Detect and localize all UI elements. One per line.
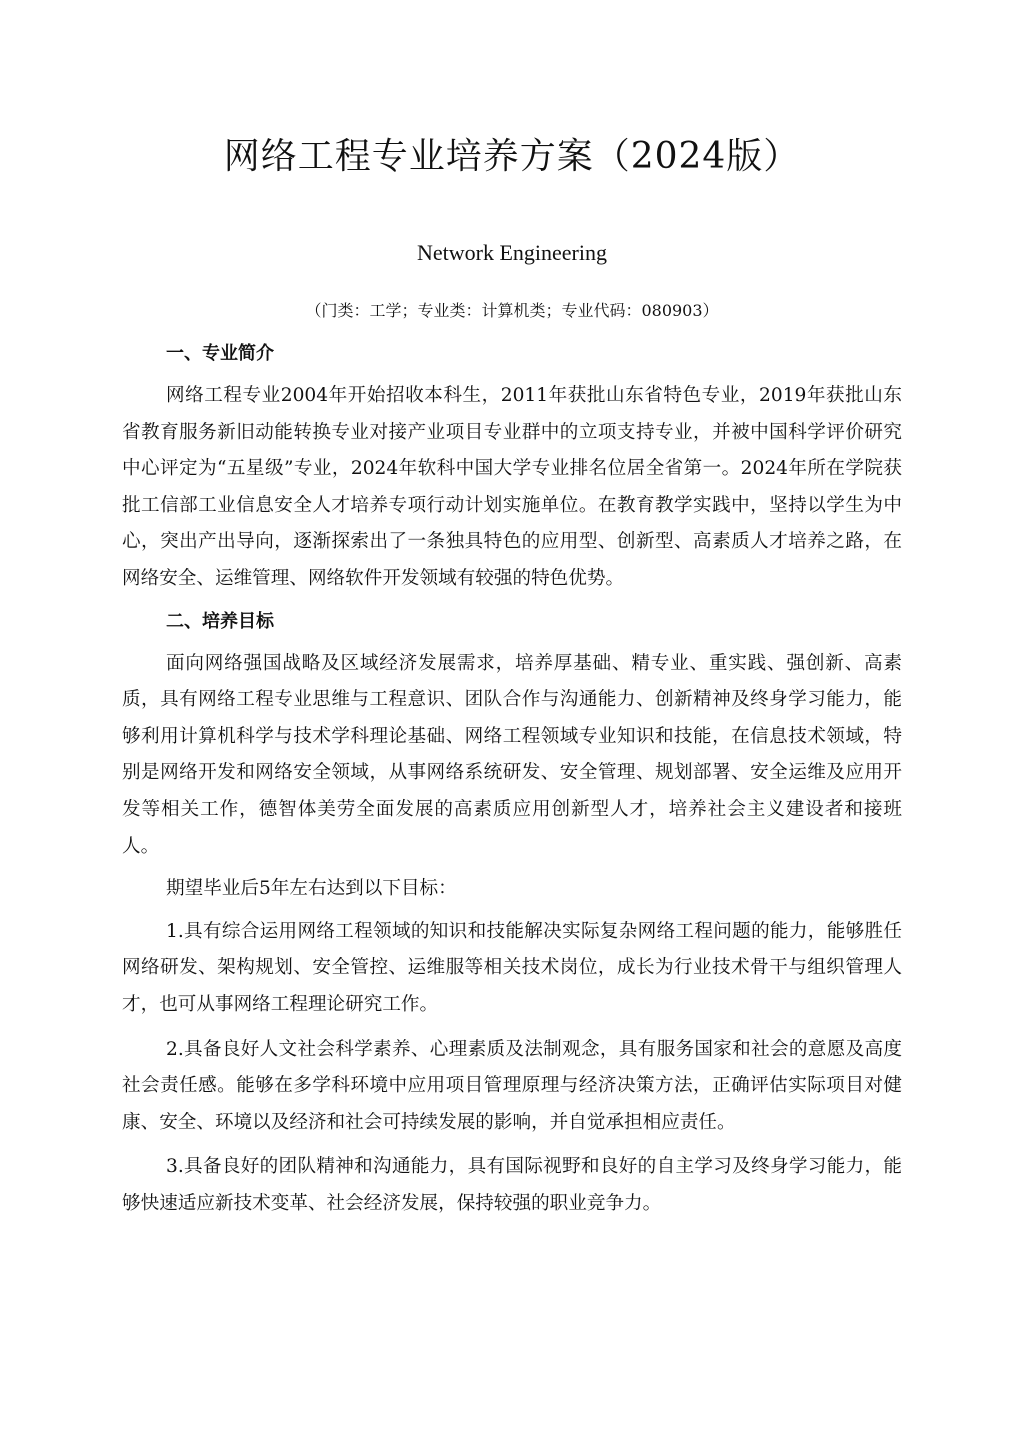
paragraph: 期望毕业后5年左右达到以下目标：	[166, 878, 457, 900]
objective-item-1: 1.具有综合运用网络工程领域的知识和技能解决实际复杂网络工程问题的能力，能够胜任网络研发、架构规划、安全管控、运维服等相关技术岗位，成长为行业技术骨干与组织管理人才，也可从事网络工程理论研究工作。	[122, 920, 902, 1015]
document-title: 网络工程专业培养方案（2024版）	[223, 136, 801, 177]
document-body	[122, 336, 902, 1222]
section-introduction	[122, 336, 902, 598]
paragraph: 面向网络强国战略及区域经济发展需求，培养厚基础、精专业、重实践、强创新、高素质，具有网络工程专业思维与工程意识、团队合作与沟通能力、创新精神及终身学习能力，能够利用计算机科学与技术学科理论基础、网络工程领域专业知识和技能，在信息技术领域，特别是网络开发和网络安全领域，从事网络系统研发、安全管理、规划部署、安全运维及应用开发等相关工作，德智体美劳全面发展的高素质应用创新型人才，培养社会主义建设者和接班人。	[122, 652, 902, 857]
objective-item-3: 3.具备良好的团队精神和沟通能力，具有国际视野和良好的自主学习及终身学习能力，能够快速适应新技术变革、社会经济发展，保持较强的职业竞争力。	[122, 1156, 902, 1214]
section-objectives	[122, 604, 902, 1223]
section-heading: 二、培养目标	[166, 610, 274, 632]
objective-item-2: 2.具备良好人文社会科学素养、心理素质及法制观念，具有服务国家和社会的意愿及高度社会责任感。能够在多学科环境中应用项目管理原理与经济决策方法，正确评估实际项目对健康、安全、环境以及经济和社会可持续发展的影响，并自觉承担相应责任。	[122, 1038, 902, 1133]
paragraph: 网络工程专业2004年开始招收本科生，2011年获批山东省特色专业，2019年获批山东省教育服务新旧动能转换专业对接产业项目专业群中的立项支持专业，并被中国科学评价研究中心评定为“五星级”专业，2024年软科中国大学专业排名位居全省第一。2024年所在学院获批工信部工业信息安全人才培养专项行动计划实施单位。在教育教学实践中，坚持以学生为中心，突出产出导向，逐渐探索出了一条独具特色的应用型、创新型、高素质人才培养之路，在网络安全、运维管理、网络软件开发领域有较强的特色优势。	[122, 385, 902, 589]
english-title: Network Engineering	[417, 240, 607, 265]
section-heading: 一、专业简介	[166, 343, 274, 364]
discipline-meta: （门类：工学；专业类：计算机类；专业代码：080903）	[305, 301, 719, 320]
